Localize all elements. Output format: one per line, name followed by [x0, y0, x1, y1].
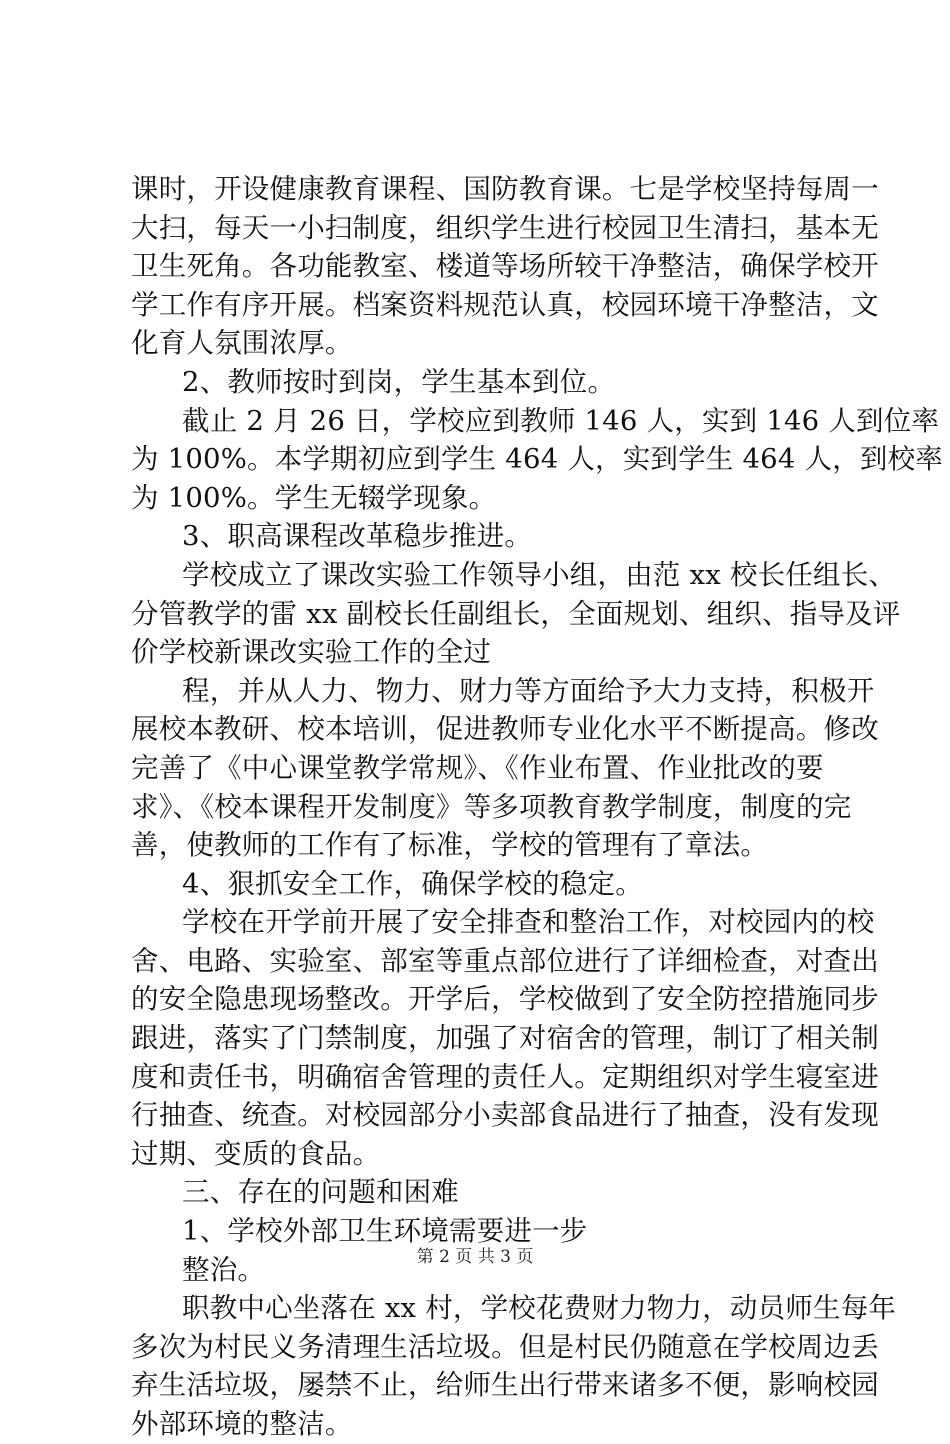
text-line: 为 100%。学生无辍学现象。	[131, 481, 497, 514]
text-line: 度和责任书，明确宿舍管理的责任人。定期组织对学生寝室进	[131, 1060, 879, 1093]
text-line: 整治。	[182, 1253, 266, 1286]
text-line: 2、教师按时到岗，学生基本到位。	[182, 365, 616, 398]
text-line: 学校成立了课改实验工作领导小组，由范 xx 校长任组长、	[182, 558, 897, 591]
text-line: 大扫，每天一小扫制度，组织学生进行校园卫生清扫，基本无	[131, 211, 879, 244]
text-line: 跟进，落实了门禁制度，加强了对宿舍的管理，制订了相关制	[131, 1022, 879, 1055]
text-line: 过期、变质的食品。	[131, 1137, 381, 1170]
text-line: 三、存在的问题和困难	[182, 1176, 459, 1209]
text-line: 完善了《中心课堂教学常规》、《作业布置、作业批改的要	[131, 751, 824, 784]
text-line: 的安全隐患现场整改。开学后，学校做到了安全防控措施同步	[131, 983, 879, 1016]
text-line: 学校在开学前开展了安全排查和整治工作，对校园内的校	[182, 906, 875, 939]
text-line: 学工作有序开展。档案资料规范认真，校园环境干净整洁，文	[131, 288, 879, 321]
text-line: 舍、电路、实验室、部室等重点部位进行了详细检查，对查出	[131, 944, 879, 977]
text-line: 展校本教研、校本培训，促进教师专业化水平不断提高。修改	[131, 713, 879, 746]
text-line: 1、学校外部卫生环境需要进一步	[182, 1215, 588, 1248]
text-line: 求》、《校本课程开发制度》等多项教育教学制度，制度的完	[131, 790, 852, 823]
text-line: 分管教学的雷 xx 副校长任副组长，全面规划、组织、指导及评	[131, 597, 901, 630]
text-line: 化育人氛围浓厚。	[131, 327, 353, 360]
text-line: 卫生死角。各功能教室、楼道等场所较干净整洁，确保学校开	[131, 250, 879, 283]
page-number: 第 2 页 共 3 页	[416, 1247, 534, 1267]
text-line: 为 100%。本学期初应到学生 464 人，实到学生 464 人，到校率	[131, 443, 944, 476]
text-line: 弃生活垃圾，屡禁不止，给师生出行带来诸多不便，影响校园	[131, 1369, 879, 1402]
page-footer	[0, 1246, 950, 1268]
text-line: 课时，开设健康教育课程、国防教育课。七是学校坚持每周一	[131, 173, 879, 205]
text-line: 截止 2 月 26 日，学校应到教师 146 人，实到 146 人到位率	[182, 404, 940, 437]
text-line: 善，使教师的工作有了标准，学校的管理有了章法。	[131, 829, 769, 862]
text-line: 程，并从人力、物力、财力等方面给予大力支持，积极开	[182, 674, 875, 707]
text-line: 3、职高课程改革稳步推进。	[182, 520, 533, 553]
text-line: 多次为村民义务清理生活垃圾。但是村民仍随意在学校周边丢	[131, 1330, 879, 1363]
text-line: 4、狠抓安全工作，确保学校的稳定。	[182, 867, 643, 900]
text-line: 价学校新课改实验工作的全过	[131, 636, 492, 669]
text-line: 行抽查、统查。对校园部分小卖部食品进行了抽查，没有发现	[131, 1099, 879, 1132]
text-line: 职教中心坐落在 xx 村，学校花费财力物力，动员师生每年	[182, 1292, 897, 1325]
text-line: 外部环境的整洁。	[131, 1408, 353, 1440]
